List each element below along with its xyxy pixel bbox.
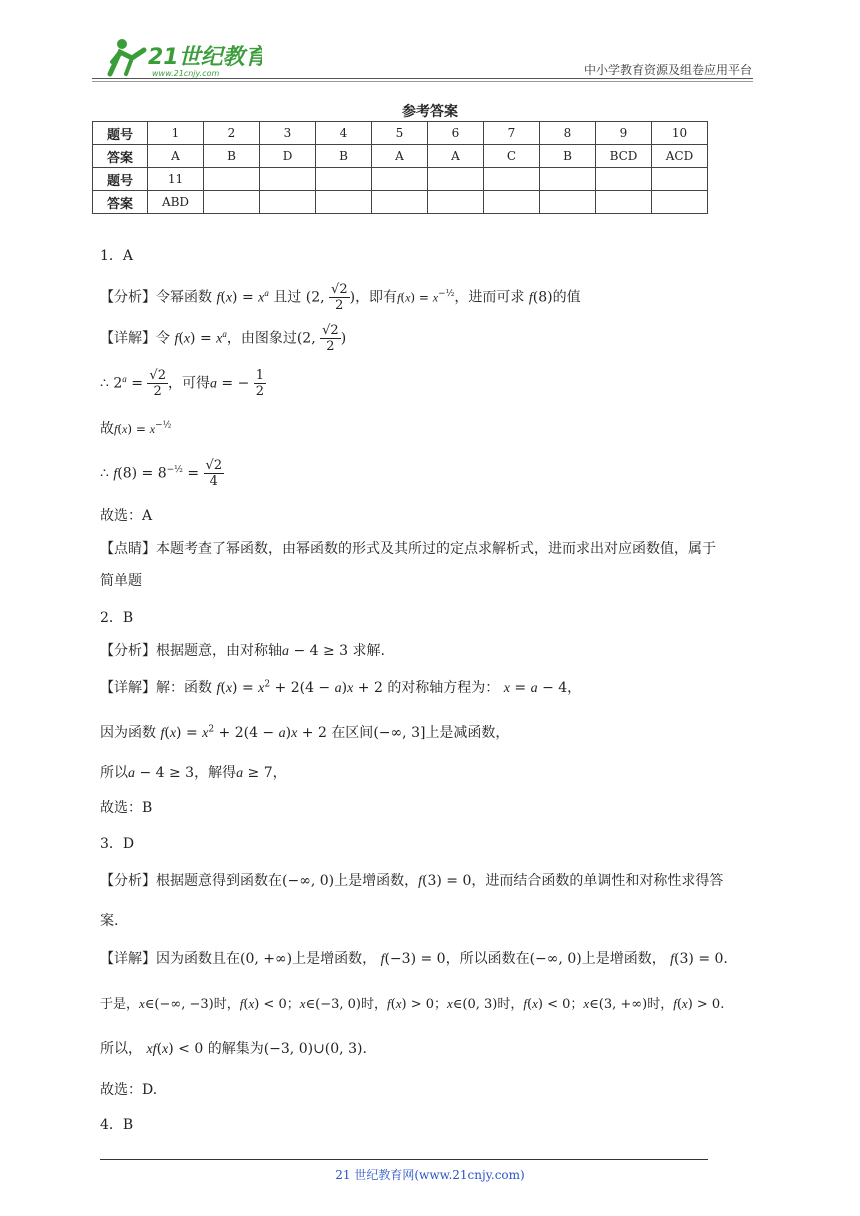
- table-cell: [260, 168, 316, 191]
- question-1-comment: 【点睛】本题考查了幂函数，由幂函数的形式及其所过的定点求解析式，进而求出对应函数值，属于: [100, 541, 716, 557]
- table-cell: [540, 168, 596, 191]
- table-cell: [484, 168, 540, 191]
- table-cell: [540, 191, 596, 214]
- question-2-choice: 故选：B: [100, 800, 153, 816]
- row-label: 题号: [93, 122, 148, 145]
- table-cell: [204, 168, 260, 191]
- question-3-analysis: 【分析】根据题意得到函数在(−∞, 0)上是增函数，f(3) = 0，进而结合函数的单调性和对称性求得答: [100, 873, 724, 889]
- table-cell: [596, 168, 652, 191]
- table-cell: B: [316, 145, 372, 168]
- svg-text:www.21cnjy.com: www.21cnjy.com: [152, 69, 220, 78]
- question-3-analysis-cont: 案.: [100, 913, 119, 929]
- table-cell: [316, 191, 372, 214]
- table-cell: [204, 191, 260, 214]
- question-1-analysis: 【分析】令幂函数 $f(x) = x^a$ 且过 (2, $\frac{√2}{2}$ )，即有$f(x) = x^{-\frac{1}{2}}$，进而可求 f(8)的值: [100, 282, 581, 313]
- question-1-detail: 【详解】令 $f(x) = x^a$，由图象过(2, $\frac{√2}{2}$ ): [100, 323, 347, 354]
- table-cell: 8: [540, 122, 596, 145]
- table-cell: [428, 191, 484, 214]
- table-cell: 3: [260, 122, 316, 145]
- question-3-choice: 故选：D.: [100, 1082, 158, 1098]
- table-cell: [260, 191, 316, 214]
- row-label: 答案: [93, 145, 148, 168]
- question-1-step-2: 故$f(x) = x^{-\frac{1}{2}}$: [100, 420, 172, 437]
- question-3-answer: 3．D: [100, 836, 135, 852]
- header-divider-thin: [92, 81, 753, 82]
- table-cell: A: [148, 145, 204, 168]
- table-cell: 1: [148, 122, 204, 145]
- question-2-analysis: 【分析】根据题意，由对称轴a − 4 ≥ 3 求解.: [100, 643, 385, 659]
- table-cell: 4: [316, 122, 372, 145]
- table-cell: [372, 191, 428, 214]
- table-cell: B: [540, 145, 596, 168]
- question-1-step-3: ∴ $f(8) = 8^{-\frac{1}{2}}$ = $\frac{√2}{4}$: [100, 458, 223, 489]
- question-3-step-1: 于是，x∈(−∞, −3)时，f(x) < 0；x∈(−3, 0)时，f(x) > 0；x∈(0, 3)时，f(x) < 0；x∈(3, +∞)时，f(x) > 0.: [100, 996, 725, 1012]
- question-2-answer: 2．B: [100, 610, 134, 626]
- question-1-step-1: ∴ $2^a$ = $\frac{√2}{2}$ ，可得a = − $\frac{1}{2}$: [100, 368, 265, 399]
- footer-divider: [100, 1159, 708, 1160]
- table-cell: [596, 191, 652, 214]
- table-cell: 9: [596, 122, 652, 145]
- question-2-detail: 【详解】解：函数 $f(x) = x^2 + 2(4 - a)x + 2$ 的对称轴方程为： x = a − 4，: [100, 679, 582, 696]
- analysis-tag: 【分析】: [100, 289, 156, 306]
- table-row: [93, 191, 708, 214]
- question-3-detail: 【详解】因为函数且在(0, +∞)上是增函数， f(−3) = 0，所以函数在(−∞, 0)上是增函数， f(3) = 0.: [100, 951, 728, 967]
- table-row: [93, 168, 708, 191]
- row-label: 答案: [93, 191, 148, 214]
- site-logo: [92, 34, 262, 82]
- svg-text:21世纪教育: 21世纪教育: [148, 45, 262, 70]
- table-cell: C: [484, 145, 540, 168]
- table-cell: [372, 168, 428, 191]
- footer-link[interactable]: 21 世纪教育网(www.21cnjy.com): [335, 1168, 525, 1182]
- table-row: [93, 122, 708, 145]
- table-cell: 11: [148, 168, 204, 191]
- row-label: 题号: [93, 168, 148, 191]
- table-cell: [428, 168, 484, 191]
- question-2-step-2: 所以a − 4 ≥ 3，解得a ≥ 7，: [100, 765, 287, 781]
- detail-tag: 【详解】: [100, 330, 156, 347]
- table-cell: ACD: [652, 145, 708, 168]
- table-cell: 7: [484, 122, 540, 145]
- site-slogan: 中小学教育资源及组卷应用平台: [583, 63, 752, 77]
- table-cell: ABD: [148, 191, 204, 214]
- table-cell: [484, 191, 540, 214]
- question-1-choice: 故选：A: [100, 508, 153, 524]
- table-cell: [652, 168, 708, 191]
- header-divider: [92, 78, 753, 79]
- answer-table: [92, 121, 708, 214]
- table-cell: 6: [428, 122, 484, 145]
- question-3-step-2: 所以， xf(x) < 0 的解集为(−3, 0)∪(0, 3).: [100, 1041, 367, 1057]
- question-2-step-1: 因为函数 $f(x) = x^2 + 2(4 - a)x + 2$ 在区间(−∞, 3]上是减函数，: [100, 724, 510, 741]
- table-cell: D: [260, 145, 316, 168]
- table-cell: BCD: [596, 145, 652, 168]
- table-cell: 5: [372, 122, 428, 145]
- question-1-answer: 1．A: [100, 248, 134, 264]
- question-1-comment-cont: 简单题: [100, 573, 142, 589]
- table-cell: A: [428, 145, 484, 168]
- question-4-answer: 4．B: [100, 1117, 134, 1133]
- table-cell: 2: [204, 122, 260, 145]
- answer-table-title: 参考答案: [402, 104, 458, 120]
- table-row: [93, 145, 708, 168]
- table-cell: 10: [652, 122, 708, 145]
- table-cell: A: [372, 145, 428, 168]
- table-cell: [652, 191, 708, 214]
- table-cell: [316, 168, 372, 191]
- table-cell: B: [204, 145, 260, 168]
